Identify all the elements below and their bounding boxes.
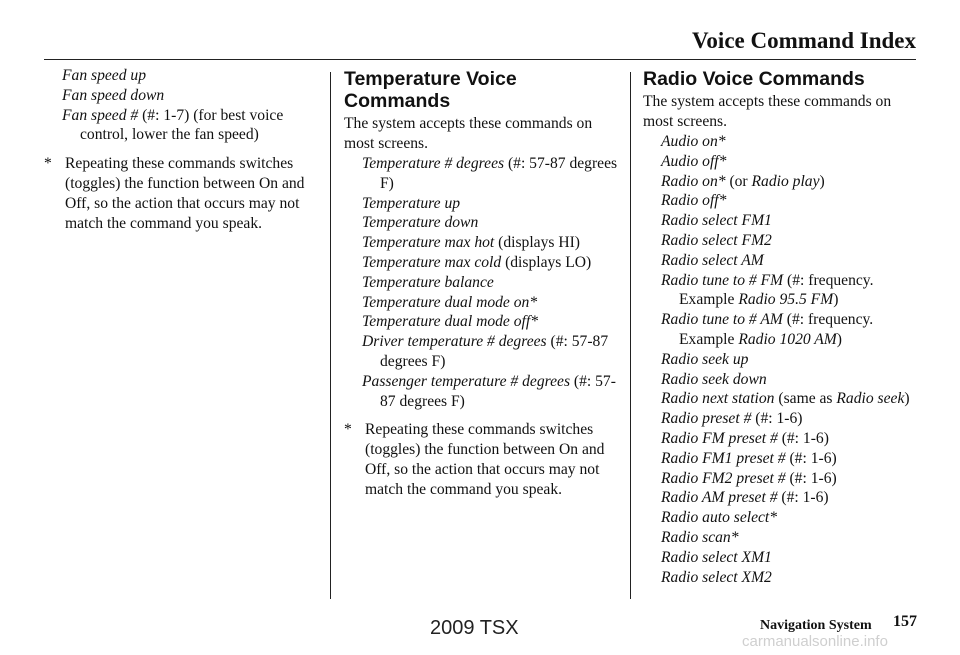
command-note: ) <box>904 390 910 408</box>
command-item <box>661 508 919 528</box>
command-note: (#: 1-6) <box>777 429 829 447</box>
command-note: (same as <box>774 390 837 408</box>
command-phrase: Audio off* <box>661 152 727 170</box>
command-note: (#: 1-6) <box>785 449 837 467</box>
page-number: 157 <box>893 613 917 630</box>
column-divider-1 <box>330 72 331 599</box>
command-item <box>661 271 919 311</box>
command-item <box>661 429 919 449</box>
footer-label: Navigation System <box>760 618 872 633</box>
command-phrase: Radio play <box>751 172 820 190</box>
command-note: (#: 57-87 degrees F) <box>380 372 616 410</box>
command-item <box>661 251 919 271</box>
command-item <box>661 310 919 350</box>
command-item <box>62 66 320 86</box>
footnote-mark: * <box>344 421 352 439</box>
command-item <box>661 548 919 568</box>
command-phrase: Audio on* <box>661 133 726 150</box>
column-radio-commands <box>643 66 919 587</box>
command-phrase: Temperature dual mode on* <box>362 293 538 311</box>
temperature-command-list <box>344 154 620 411</box>
command-phrase: Radio FM preset # <box>661 429 778 447</box>
command-item <box>661 231 919 251</box>
command-item <box>661 568 919 588</box>
command-item <box>362 293 620 313</box>
command-item <box>661 191 919 211</box>
command-phrase: Radio seek <box>836 390 905 408</box>
command-item <box>661 528 919 548</box>
column-fan-commands <box>44 66 320 234</box>
command-phrase: Fan speed down <box>62 86 165 104</box>
command-note: (#: frequency. Example <box>679 311 874 348</box>
command-item <box>661 172 919 192</box>
footnote-text: Repeating these commands switches (toggles) the function between On and Off, so the action that occurs may not match the command you speak. <box>65 155 305 233</box>
command-phrase: Temperature max cold <box>362 253 502 271</box>
command-phrase: Radio select XM1 <box>661 548 772 566</box>
section-intro: The system accepts these commands on most screens. <box>344 115 593 152</box>
command-phrase: Radio 1020 AM <box>738 330 837 348</box>
command-note: (displays HI) <box>494 234 581 252</box>
command-item <box>661 469 919 489</box>
radio-command-list <box>643 132 919 587</box>
command-item <box>362 372 620 412</box>
footnote-mark: * <box>44 155 52 173</box>
command-item <box>362 312 620 332</box>
model-watermark: 2009 TSX <box>430 617 519 639</box>
section-title-radio: Radio Voice Commands <box>643 68 865 90</box>
footnote-text: Repeating these commands switches (toggles) the function between On and Off, so the action that occurs may not match the command you speak. <box>365 421 605 499</box>
command-phrase: Radio on* <box>661 172 726 190</box>
header-divider <box>44 59 916 60</box>
command-note: (#: 57-87 degrees F) <box>380 333 609 370</box>
command-phrase: Radio seek up <box>661 350 749 368</box>
command-item <box>661 370 919 390</box>
footnote <box>344 420 620 500</box>
command-item <box>661 132 919 152</box>
command-phrase: Radio FM2 preset # <box>661 469 786 487</box>
command-phrase: Temperature down <box>362 214 479 232</box>
command-phrase: Radio auto select* <box>661 509 778 527</box>
command-phrase: Driver temperature # degrees <box>362 333 547 351</box>
command-phrase: Radio FM1 preset # <box>661 449 786 467</box>
command-note: (#: 1-6) <box>777 489 829 507</box>
command-phrase: Radio tune to # AM <box>661 311 783 329</box>
command-note: (or <box>725 172 752 190</box>
command-item <box>362 332 620 372</box>
command-item <box>661 389 919 409</box>
section-title-temperature: Temperature Voice Commands <box>344 68 517 112</box>
command-phrase: Radio select AM <box>661 251 764 269</box>
command-phrase: Radio seek down <box>661 370 767 388</box>
command-note: (displays LO) <box>501 253 592 271</box>
command-item <box>362 154 620 194</box>
column-temperature-commands <box>344 66 620 500</box>
command-phrase: Radio select FM2 <box>661 231 772 249</box>
command-note: ) <box>819 172 825 190</box>
command-item <box>62 86 320 106</box>
command-note: ) <box>833 291 839 309</box>
command-item <box>362 253 620 273</box>
command-phrase: Radio 95.5 FM <box>738 291 834 309</box>
command-item <box>661 350 919 370</box>
command-item <box>62 106 320 146</box>
command-phrase: Temperature dual mode off* <box>362 313 538 331</box>
page-title: Voice Command Index <box>691 28 916 53</box>
command-phrase: Radio tune to # FM <box>661 271 784 289</box>
footnote <box>44 154 320 234</box>
command-item <box>362 273 620 293</box>
command-note: (#: 1-6) <box>751 410 803 428</box>
command-phrase: Temperature # degrees <box>362 155 505 172</box>
source-watermark: carmanualsonline.info <box>742 633 888 650</box>
fan-command-list <box>44 66 320 145</box>
section-intro: The system accepts these commands on most screens. <box>643 93 892 130</box>
command-note: (#: 1-7) (for best voice control, lower the fan speed) <box>80 106 284 144</box>
command-item <box>661 211 919 231</box>
command-note: ) <box>836 330 842 348</box>
command-item <box>362 213 620 233</box>
command-item <box>362 194 620 214</box>
command-note: (#: 1-6) <box>785 469 837 487</box>
command-item <box>661 152 919 172</box>
command-item <box>362 233 620 253</box>
column-divider-2 <box>630 72 631 599</box>
command-phrase: Radio preset # <box>661 410 752 428</box>
command-phrase: Passenger temperature # degrees <box>362 372 571 390</box>
command-phrase: Temperature max hot <box>362 234 495 252</box>
command-phrase: Radio next station <box>661 390 775 408</box>
command-phrase: Radio select FM1 <box>661 212 772 230</box>
command-phrase: Radio off* <box>661 192 727 210</box>
command-item <box>661 488 919 508</box>
command-phrase: Temperature up <box>362 194 461 212</box>
command-phrase: Fan speed # <box>62 106 139 124</box>
command-phrase: Temperature balance <box>362 273 494 291</box>
command-item <box>661 449 919 469</box>
command-note: (#: frequency. Example <box>679 271 874 309</box>
command-phrase: Radio AM preset # <box>661 489 778 507</box>
command-phrase: Fan speed up <box>62 67 147 84</box>
command-phrase: Radio scan* <box>661 528 739 546</box>
command-phrase: Radio select XM2 <box>661 568 772 586</box>
command-item <box>661 409 919 429</box>
command-note: (#: 57-87 degrees F) <box>380 155 618 192</box>
